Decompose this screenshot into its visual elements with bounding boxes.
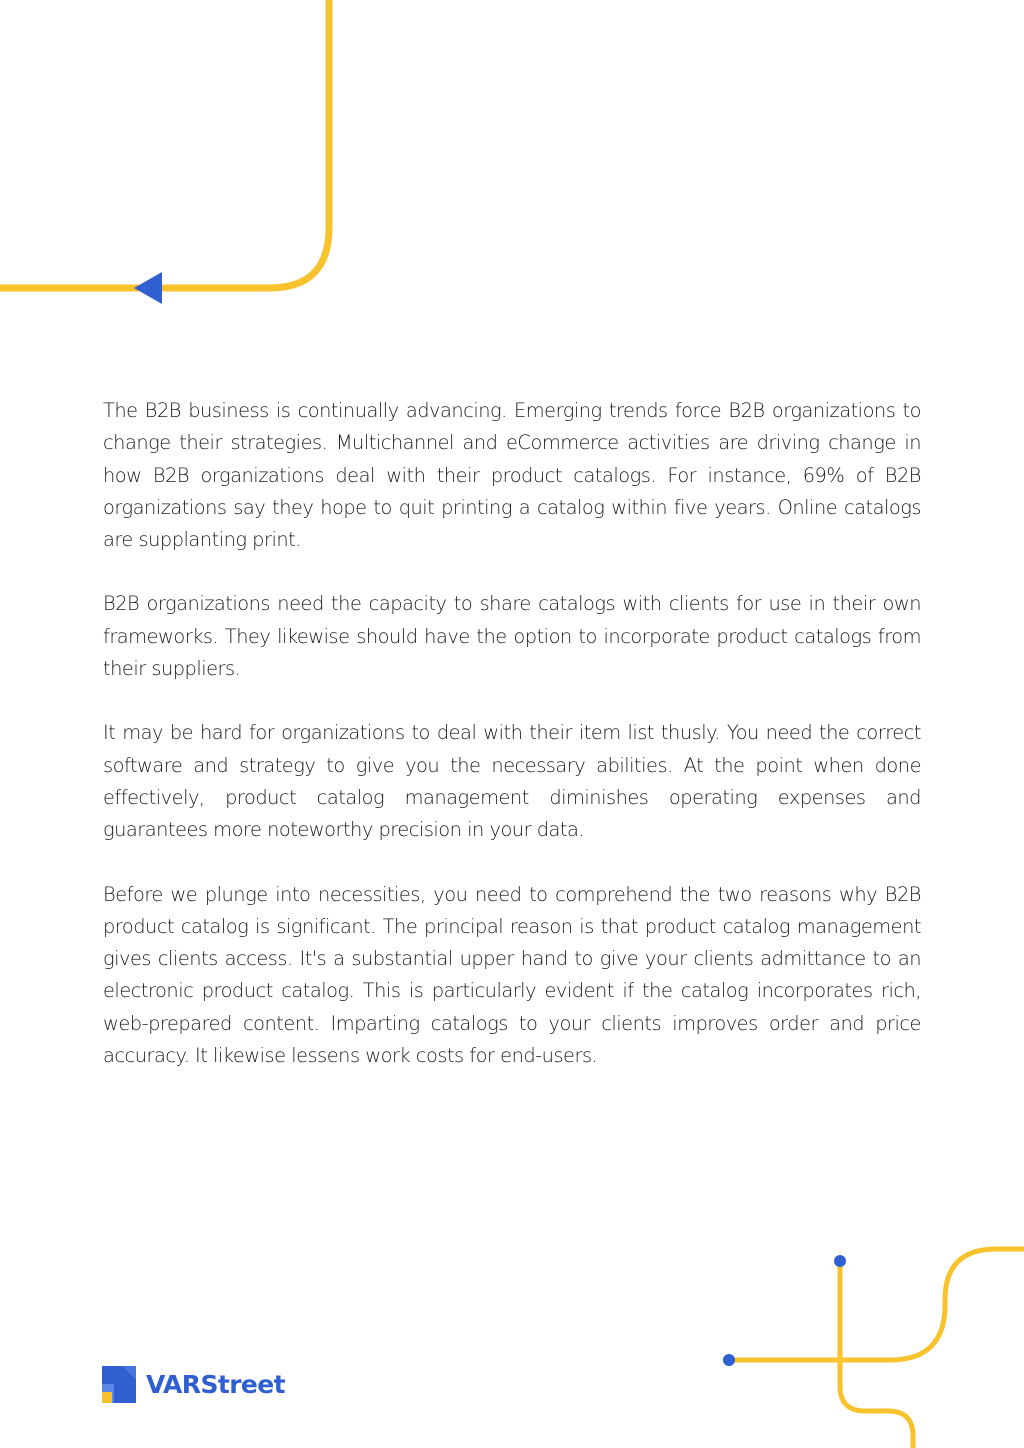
bottom-vertical-line bbox=[840, 1262, 913, 1448]
connector-lines-icon bbox=[723, 1249, 1024, 1448]
top-decoration-line bbox=[0, 0, 329, 288]
paragraph: It may be hard for organizations to deal with their item list thusly. You need the correct software and strategy to give you the necessary abilities. At the point when done effectively, product catalog management diminishes operating expenses and guarantees more noteworthy precision in your data. bbox=[103, 721, 921, 842]
paragraph: Before we plunge into necessities, you need to comprehend the two reasons why B2B product catalog is significant. The principal reason is that product catalog management gives clients access. It's a substantial upper hand to give your clients admittance to an electronic product catalog. This is particularly evident if the catalog incorporates rich, web-prepared content. Imparting catalogs to your clients improves order and price accuracy. It likewise lessens work costs for end-users. bbox=[103, 882, 921, 1068]
bottom-horizontal-line bbox=[729, 1249, 1024, 1360]
paragraph: The B2B business is continually advancing. Emerging trends force B2B organizations to change their strategies. Multichannel and eCommerce activities are driving change in how B2B organizations deal with their product catalogs. For instance, 69% of B2B organizations say they hope to quit printing a catalog within five years. Online catalogs are supplanting print. bbox=[103, 399, 921, 552]
varstreet-logo-icon bbox=[102, 1366, 136, 1403]
arrow-left-icon bbox=[134, 272, 162, 304]
varstreet-logo bbox=[102, 1366, 285, 1403]
paragraph: B2B organizations need the capacity to share catalogs with clients for use in their own frameworks. They likewise should have the option to incorporate product catalogs from their suppliers. bbox=[103, 592, 921, 681]
document-body bbox=[103, 395, 921, 1104]
connector-dot-left bbox=[723, 1354, 735, 1366]
logo-text: VARStreet bbox=[146, 1370, 285, 1399]
connector-dot-top bbox=[834, 1255, 846, 1267]
